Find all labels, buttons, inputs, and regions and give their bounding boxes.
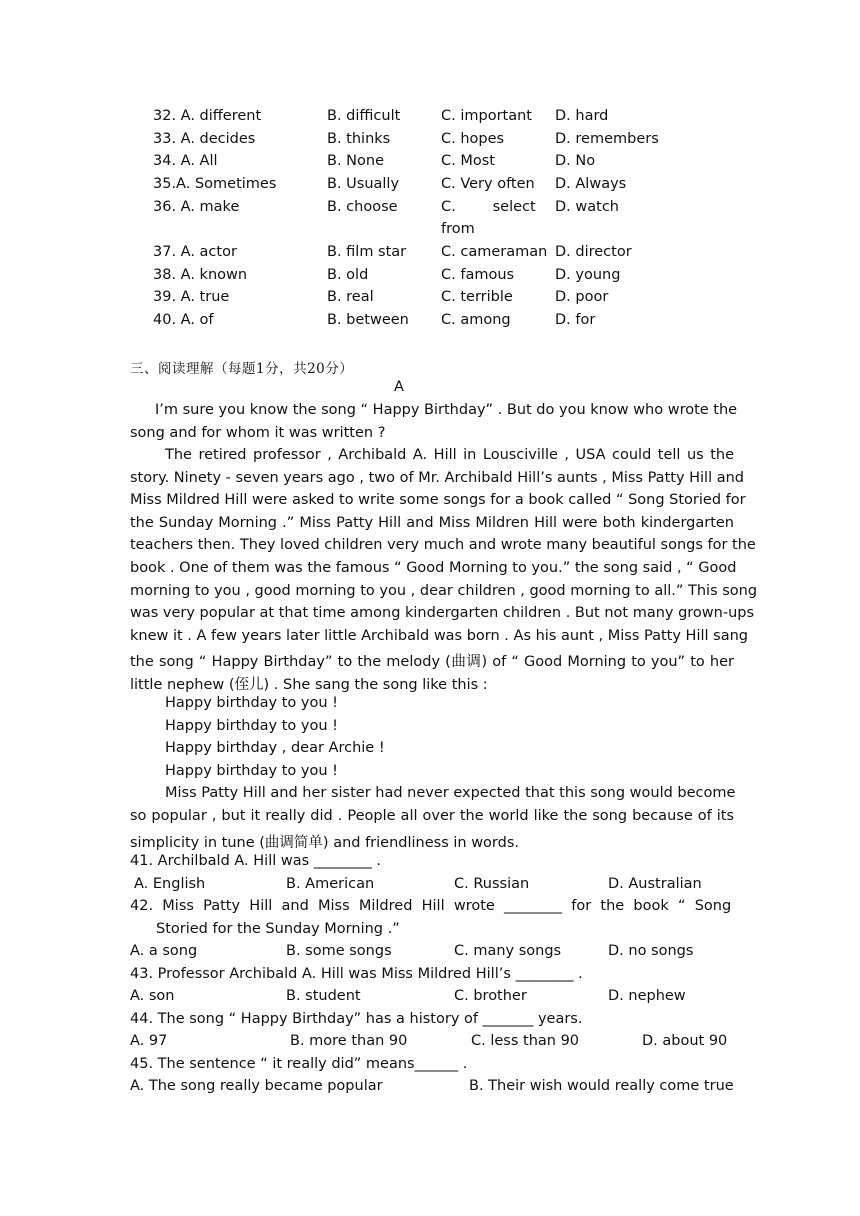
option-c: C. among <box>441 312 511 328</box>
choice-a: A. The song really became popular <box>130 1078 383 1094</box>
passage-line: story. Ninety - seven years ago , two of Mr. Archibald Hill’s aunts , Miss Patty Hill and <box>130 470 745 486</box>
choice-d: D. about 90 <box>642 1033 728 1049</box>
option-d: D. watch <box>555 199 619 215</box>
choice-a: A. son <box>130 988 175 1004</box>
option-d: D. remembers <box>555 131 659 147</box>
option-b: B. old <box>327 267 369 283</box>
passage-line: the song “ Happy Birthday” to the melody (曲调) of “ Good Morning to you” to her <box>130 654 734 670</box>
choice-a: A. English <box>134 876 206 892</box>
passage-line: teachers then. They loved children very much and wrote many beautiful songs for the <box>130 537 756 553</box>
option-c: C. hopes <box>441 131 505 147</box>
option-a: 37. A. actor <box>153 244 237 260</box>
option-b: B. film star <box>327 244 407 260</box>
option-c: C. select <box>441 199 536 215</box>
option-c: C. Most <box>441 153 495 169</box>
option-d: D. young <box>555 267 621 283</box>
passage-label: A <box>394 379 404 395</box>
choice-d: D. no songs <box>608 943 694 959</box>
option-b: B. thinks <box>327 131 391 147</box>
passage-line: little nephew (侄儿) . She sang the song like this : <box>130 677 488 693</box>
option-d: D. director <box>555 244 632 260</box>
question-stem: 44. The song “ Happy Birthday” has a history of _______ years. <box>130 1011 583 1027</box>
option-a: 39. A. true <box>153 289 230 305</box>
choice-a: A. a song <box>130 943 198 959</box>
choice-c: C. less than 90 <box>471 1033 580 1049</box>
choice-b: B. more than 90 <box>290 1033 408 1049</box>
section-heading: 三、阅读理解（每题1分，共20分） <box>130 361 354 377</box>
question-stem: 41. Archilbald A. Hill was ________ . <box>130 853 381 869</box>
passage-line: song and for whom it was written ? <box>130 425 386 441</box>
option-c: C. important <box>441 108 532 124</box>
question-stem: 45. The sentence “ it really did” means______ . <box>130 1056 468 1072</box>
option-a: 33. A. decides <box>153 131 256 147</box>
choice-b: B. Their wish would really come true <box>469 1078 734 1094</box>
choice-c: C. brother <box>454 988 527 1004</box>
option-a: 35.A. Sometimes <box>153 176 277 192</box>
passage-line: The retired professor , Archibald A. Hill in Lousciville , USA could tell us the <box>165 447 734 463</box>
choice-a: A. 97 <box>130 1033 168 1049</box>
passage-line: was very popular at that time among kindergarten children . But not many grown-ups <box>130 605 755 621</box>
choice-b: B. student <box>286 988 361 1004</box>
option-a: 40. A. of <box>153 312 214 328</box>
option-a: 34. A. All <box>153 153 218 169</box>
passage-line: the Sunday Morning .” Miss Patty Hill and Miss Mildren Hill were both kindergarten <box>130 515 734 531</box>
song-line: Happy birthday , dear Archie ! <box>165 740 385 756</box>
question-stem: 42. Miss Patty Hill and Miss Mildred Hill wrote ________ for the book “ Song <box>130 898 732 914</box>
option-c: C. Very often <box>441 176 535 192</box>
song-line: Happy birthday to you ! <box>165 763 338 779</box>
option-b: B. choose <box>327 199 398 215</box>
option-b: B. difficult <box>327 108 401 124</box>
option-b: B. real <box>327 289 374 305</box>
option-c: C. terrible <box>441 289 513 305</box>
option-a: 38. A. known <box>153 267 248 283</box>
choice-b: B. some songs <box>286 943 392 959</box>
option-a: 36. A. make <box>153 199 240 215</box>
option-d: D. hard <box>555 108 609 124</box>
option-c: C. cameraman <box>441 244 548 260</box>
question-stem-continued: Storied for the Sunday Morning .” <box>156 921 400 937</box>
option-a: 32. A. different <box>153 108 262 124</box>
passage-line: book . One of them was the famous “ Good Morning to you.” the song said , “ Good <box>130 560 737 576</box>
option-b: B. Usually <box>327 176 400 192</box>
passage-line: Miss Mildred Hill were asked to write some songs for a book called “ Song Storied for <box>130 492 746 508</box>
option-d: D. poor <box>555 289 609 305</box>
option-b: B. between <box>327 312 409 328</box>
question-stem: 43. Professor Archibald A. Hill was Miss Mildred Hill’s ________ . <box>130 966 583 982</box>
choice-d: D. nephew <box>608 988 686 1004</box>
passage-line: I’m sure you know the song “ Happy Birthday” . But do you know who wrote the <box>155 402 738 418</box>
song-line: Happy birthday to you ! <box>165 695 338 711</box>
song-line: Happy birthday to you ! <box>165 718 338 734</box>
passage-line: knew it . A few years later little Archibald was born . As his aunt , Miss Patty Hill sang <box>130 628 748 644</box>
choice-c: C. Russian <box>454 876 530 892</box>
passage-line: simplicity in tune (曲调简单) and friendliness in words. <box>130 835 520 851</box>
choice-c: C. many songs <box>454 943 562 959</box>
option-d: D. No <box>555 153 596 169</box>
option-d: D. for <box>555 312 596 328</box>
option-c: C. famous <box>441 267 515 283</box>
option-b: B. None <box>327 153 384 169</box>
option-d: D. Always <box>555 176 627 192</box>
passage-line: Miss Patty Hill and her sister had never expected that this song would become <box>165 785 736 801</box>
choice-b: B. American <box>286 876 375 892</box>
choice-d: D. Australian <box>608 876 702 892</box>
passage-line: so popular , but it really did . People all over the world like the song because of its <box>130 808 734 824</box>
passage-line: morning to you , good morning to you , dear children , good morning to all.” This song <box>130 583 758 599</box>
option-c-continued: from <box>441 221 475 237</box>
